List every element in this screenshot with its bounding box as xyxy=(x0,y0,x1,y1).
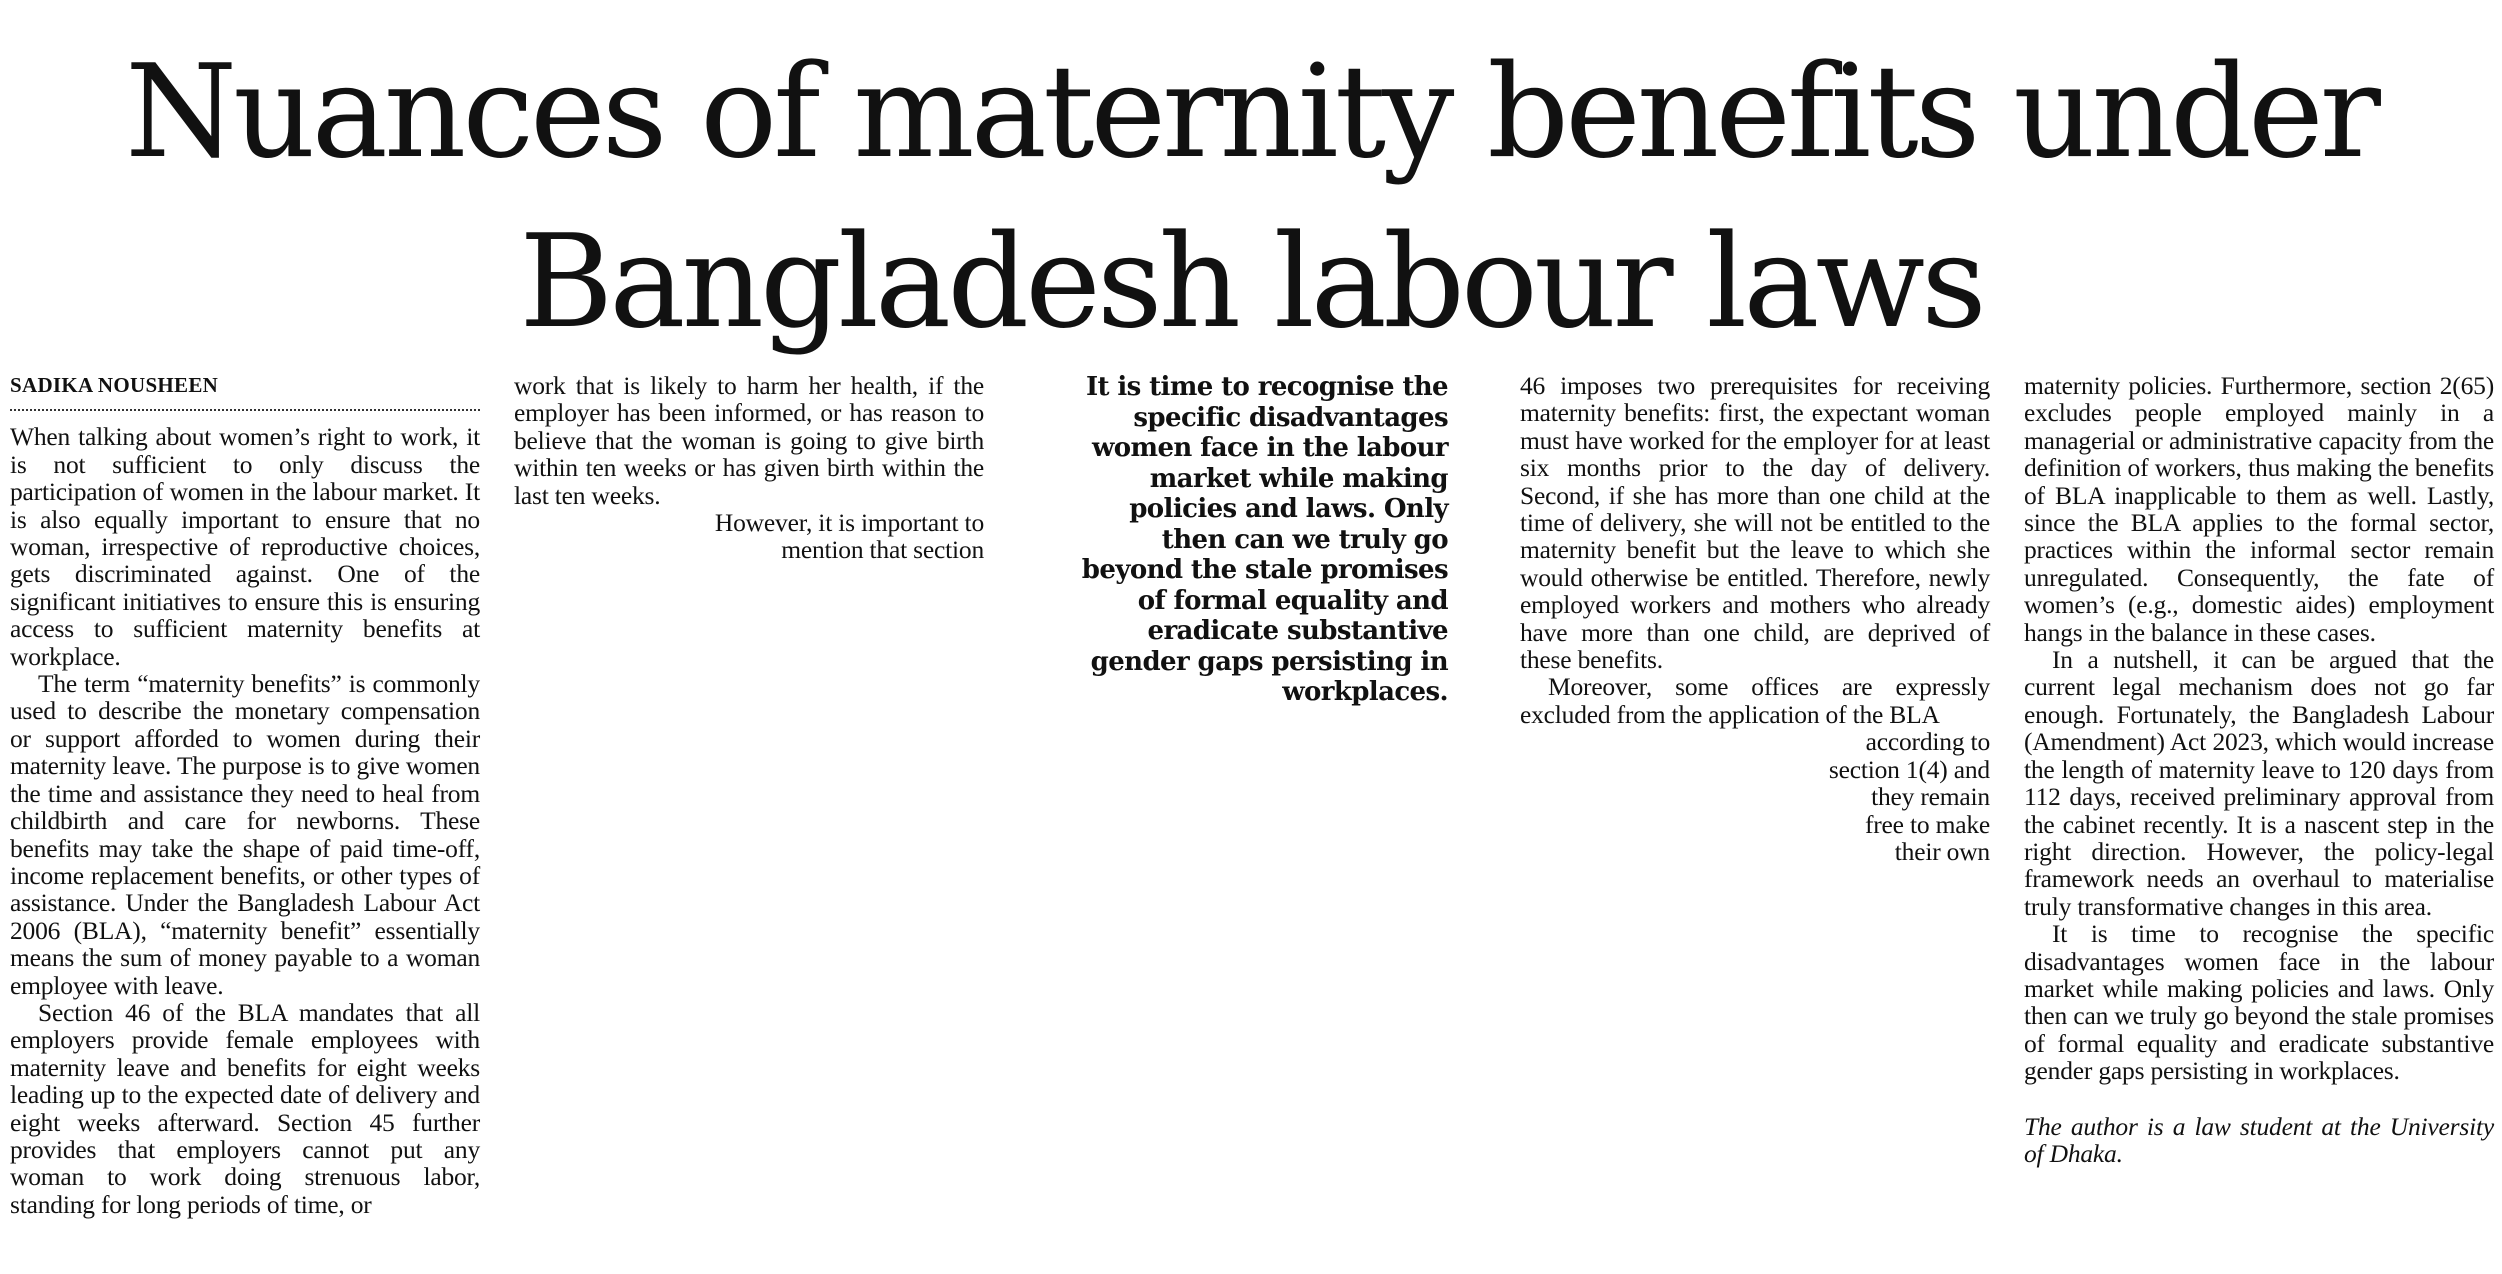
paragraph-however-line-1: However, it is important to xyxy=(714,508,984,538)
paragraph-prerequisites: 46 imposes two prerequisites for receiving maternity benefits: first, the expectant woman must have worked for the employer for at least six months prior to the day of delivery. Second, if she has more than one child at the time of delivery, she will not be entitled to the maternity benefit but the leave to which she would otherwise be entitled. Therefore, newly employed workers and mothers who already have more than one child, are deprived of these benefits. xyxy=(1520,371,1990,675)
article-column-2 xyxy=(514,372,984,564)
paragraph-tail-5: their own xyxy=(1894,836,1990,866)
paragraph-continued: work that is likely to harm her health, if the employer has been informed, or has reason to believe that the woman is going to give birth within ten weeks or has given birth within the last ten weeks. xyxy=(514,371,984,510)
byline: SADIKA NOUSHEEN xyxy=(10,372,480,411)
article-column-1 xyxy=(10,372,480,1218)
pull-quote: It is time to recognise the specific disadvantages women face in the labour market while making policies and laws. Only then can we truly go beyond the stale promises of formal equality and eradicate substantive gender gaps persisting in workplaces. xyxy=(1081,372,1448,707)
paragraph-tail-4: free to make xyxy=(1864,809,1990,839)
headline-line-2: Bangladesh labour laws xyxy=(519,208,1983,357)
paragraph-tail-2: section 1(4) and xyxy=(1828,754,1990,784)
article-column-5 xyxy=(2024,372,2494,1167)
paragraph-moreover: Moreover, some offices are expressly excluded from the application of the BLA xyxy=(1520,672,1990,729)
paragraph-exclusions: maternity policies. Furthermore, section 2(65) excludes people employed mainly in a managerial or administrative capacity from the definition of workers, thus making the benefits of BLA inapplicable to them as well. Lastly, since the BLA applies to the formal sector, practices within the informal sector remain unregulated. Consequently, the fate of women’s (e.g., domestic aides) employment hangs in the balance in these cases. xyxy=(2024,371,2494,647)
paragraph-intro: When talking about women’s right to work, it is not sufficient to only discuss the participation of women in the labour market. It is also equally important to ensure that no woman, irrespective of reproductive choices, gets discriminated against. One of the significant initiatives to ensure this is ensuring access to sufficient maternity benefits at workplace. xyxy=(10,422,480,671)
paragraph-nutshell: In a nutshell, it can be argued that the current legal mechanism does not go far enough. Fortunately, the Bangladesh Labour (Amendment) Act 2023, which would increase the length of maternity leave to 120 days from 112 days, received preliminary approval from the cabinet recently. It is a nascent step in the right direction. However, the policy-legal framework needs an overhaul to materialise truly transformative changes in this area. xyxy=(2024,645,2494,921)
article-column-4 xyxy=(1520,372,1990,865)
paragraph-tail-3: they remain xyxy=(1871,782,1990,812)
headline xyxy=(0,28,2502,368)
paragraph-tail-1: according to xyxy=(1865,727,1990,757)
headline-line-1: Nuances of maternity benefits under xyxy=(125,38,2377,187)
paragraph-conclusion: It is time to recognise the specific disadvantages women face in the labour market while making policies and laws. Only then can we truly go beyond the stale promises of formal equality and eradicate substantive gender gaps persisting in workplaces. xyxy=(2024,919,2494,1086)
paragraph-however-line-2: mention that section xyxy=(781,535,984,565)
paragraph-definition: The term “maternity benefits” is commonly used to describe the monetary compensation or support afforded to women during their maternity leave. The purpose is to give women the time and assistance they need to heal from childbirth and care for newborns. These benefits may take the shape of paid time-off, income replacement benefits, or other types of assistance. Under the Bangladesh Labour Act 2006 (BLA), “maternity benefit” essentially means the sum of money payable to a woman employee with leave. xyxy=(10,669,480,1000)
paragraph-section-46: Section 46 of the BLA mandates that all employers provide female employees with maternity leave and benefits for eight weeks leading up to the expected date of delivery and eight weeks afterward. Section 45 further provides that employers cannot put any woman to work doing strenuous labor, standing for long periods of time, or xyxy=(10,997,480,1219)
author-note: The author is a law student at the University of Dhaka. xyxy=(2024,1111,2494,1168)
